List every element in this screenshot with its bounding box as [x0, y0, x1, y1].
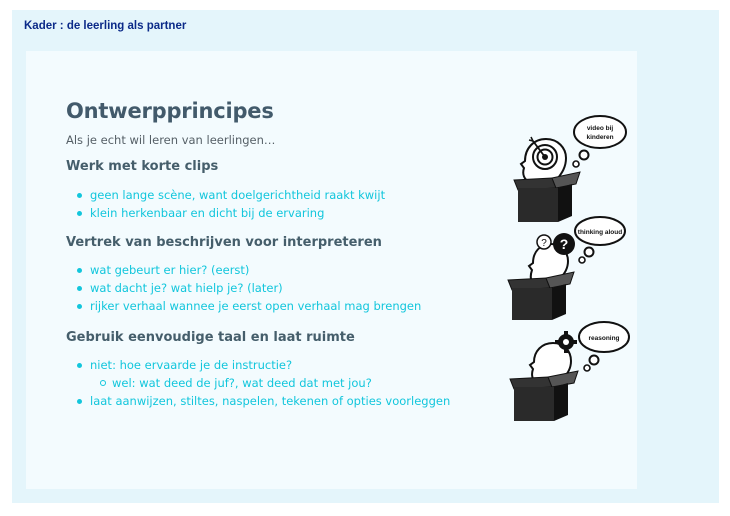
bubble-text: video bij: [586, 125, 614, 132]
box-icon: [508, 272, 574, 320]
frame-title: Kader : de leerling als partner: [24, 20, 187, 32]
box-icon: [510, 371, 578, 421]
svg-text:?: ?: [559, 236, 569, 252]
bubble-text: reasoning: [588, 335, 620, 342]
bullet-item: niet: hoe ervaarde je de instructie?: [66, 356, 450, 374]
sub-bullet-item: wel: wat deed de juf?, wat deed dat met jou?: [66, 374, 450, 392]
slide-title: Ontwerpprincipes: [66, 99, 274, 123]
slide-subtitle: Als je echt wil leren van leerlingen…: [66, 133, 276, 147]
illustration-gear: [500, 315, 630, 427]
bullet-list: [66, 356, 450, 410]
bubble-text: thinking aloud: [577, 229, 623, 236]
bullet-list: [66, 261, 421, 315]
bullet-item: wat gebeurt er hier? (eerst): [66, 261, 421, 279]
bullet-item: geen lange scène, want doelgerichtheid raakt kwijt: [66, 186, 385, 204]
illustration-target: [500, 112, 630, 224]
bullet-item: klein herkenbaar en dicht bij de ervaring: [66, 204, 385, 222]
thought-bubble: [579, 322, 629, 371]
svg-text:?: ?: [541, 238, 547, 249]
thought-bubble: [573, 116, 626, 167]
bubble-text: kinderen: [586, 134, 614, 141]
thought-bubble: [575, 217, 625, 263]
section-heading: Vertrek van beschrijven voor interpreteren: [66, 235, 382, 250]
section-heading: Gebruik eenvoudige taal en laat ruimte: [66, 330, 355, 345]
illustration-question: [500, 212, 630, 322]
bullet-item: wat dacht je? wat hielp je? (later): [66, 279, 421, 297]
section-heading: Werk met korte clips: [66, 159, 219, 174]
bullet-item: laat aanwijzen, stiltes, naspelen, tekenen of opties voorleggen: [66, 392, 450, 410]
bullet-list: [66, 186, 385, 222]
bullet-item: rijker verhaal wannee je eerst open verhaal mag brengen: [66, 297, 421, 315]
